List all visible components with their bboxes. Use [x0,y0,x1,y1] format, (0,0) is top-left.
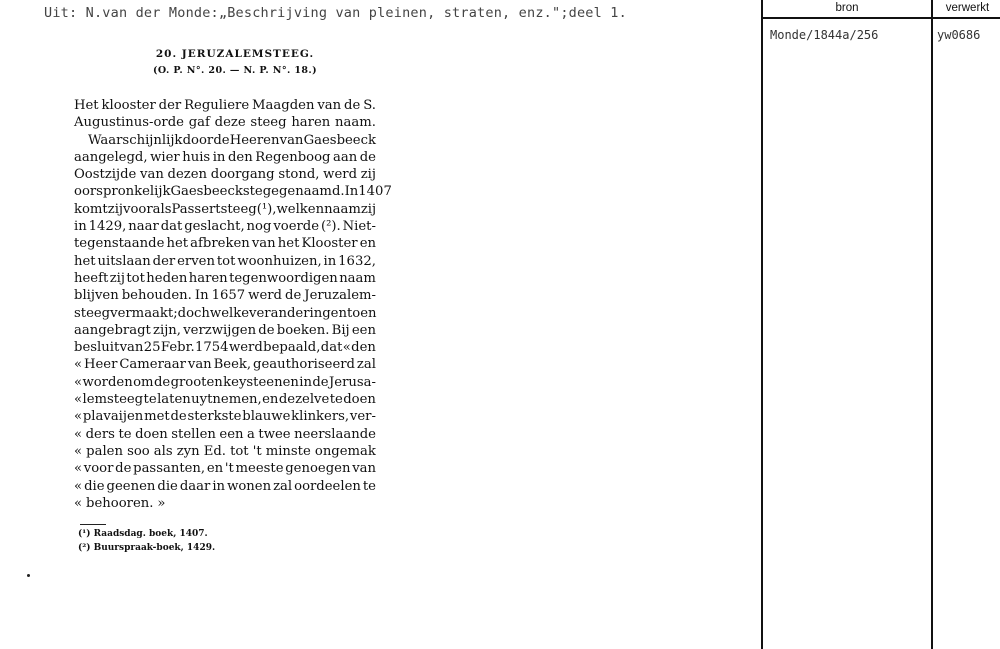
cell-bron: Monde/1844a/256 [770,28,879,42]
text-line: Waarschijnlijk door de Heeren van Gaesbeeck [88,132,376,148]
text-line: « ders te doen stellen een a twee neerslaande [74,426,376,442]
article [74,48,392,555]
text-line: « worden om de grooten keysteenen in de Jerusa- [74,374,376,390]
text-line: « voor de passanten, en 't meeste genoegen van [74,461,376,477]
source-citation: Uit: N.van der Monde:„Beschrijving van pleinen, straten, enz.";deel 1. [44,5,627,21]
text-line: aangelegd, wier huis in den Regenboog aan de [74,149,376,165]
article-body [74,97,392,512]
text-line: oorspronkelijk Gaesbeeckstege genaamd. In 1407 [74,184,392,200]
text-line: Augustinus-orde gaf deze steeg haren naam. [74,115,376,131]
text-line: Oostzijde van dezen doorgang stond, werd zij [74,167,376,183]
column-header-bron: bron [835,2,859,14]
cell-verwerkt: yw0686 [937,28,981,42]
footnote: (¹) Raadsdag. boek, 1407. [78,529,208,540]
text-line: tegenstaande het afbreken van het Klooster en [74,236,376,252]
footnote-divider [80,524,106,525]
column-header-verwerkt: verwerkt [945,2,990,14]
text-line: blijven behouden. In 1657 werd de Jeruzalem- [74,288,376,304]
registry-table [761,0,1000,649]
text-line: « behooren. » [74,495,166,511]
text-line: « die geenen die daar in wonen zal oordeelen te [74,478,376,494]
article-title: 20. JERUZALEMSTEEG. [155,48,315,60]
text-line: het uitslaan der erven tot woonhuizen, in 1632, [74,253,376,269]
article-subtitle: (O. P. N°. 20. — N. P. N°. 18.) [152,65,318,76]
text-line: « palen soo als zyn Ed. tot 't minste ongemak [74,443,376,459]
text-line: heeft zij tot heden haren tegenwoordigen naam [74,270,376,286]
text-line: komt zij voor als Passertsteeg (¹), welken naam zij [74,201,377,217]
text-line: steeg vermaakt; doch welke veranderingen toen [74,305,377,321]
text-line: aangebragt zijn, verzwijgen de boeken. Bij een [74,322,376,338]
stray-dot [27,574,30,577]
text-line: « Heer Cameraar van Beek, geauthoriseerd zal [74,357,376,373]
footnote: (²) Buurspraak-boek, 1429. [78,543,216,554]
footnotes [74,527,376,555]
table-column-divider [931,0,933,649]
table-header-divider [763,17,1000,19]
text-line: besluit van 25 Febr. 1754 werd bepaald, dat « den [74,340,376,356]
text-line: « lemsteeg te laten uytnemen, en dezelve te doen [74,392,376,408]
text-line: « plavaijen met de sterkste blauwe klinkers, ver- [74,409,376,425]
text-line: Het klooster der Reguliere Maagden van de S. [74,98,376,113]
text-line: in 1429, naar dat geslacht, nog voerde (²). Niet- [74,219,376,235]
